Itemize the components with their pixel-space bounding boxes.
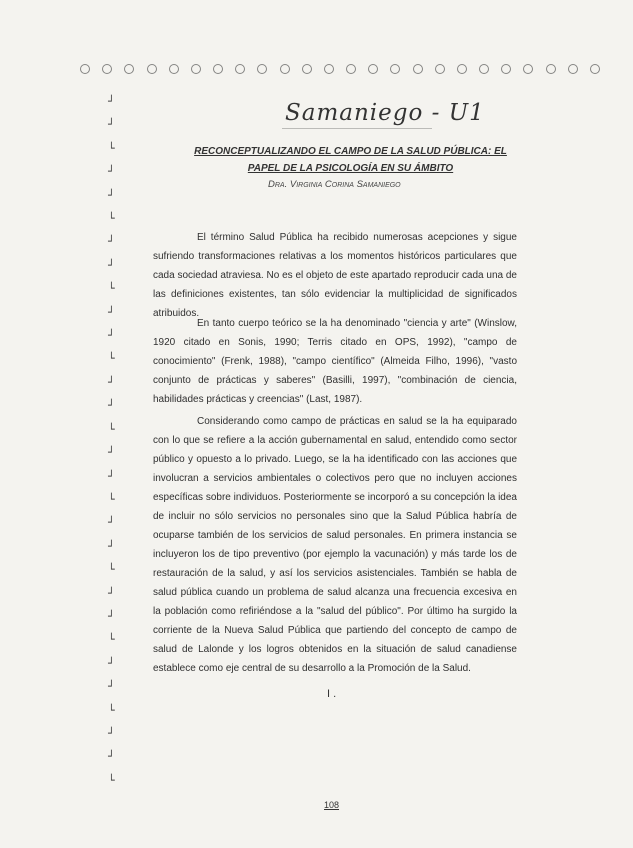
binding-mark: ┘: [108, 539, 115, 553]
handwritten-underline: [282, 128, 432, 129]
binding-mark: └: [108, 633, 115, 647]
hole-mark: [169, 64, 179, 74]
binding-mark: └: [108, 352, 115, 366]
hole-mark: [413, 64, 423, 74]
binding-mark: ┘: [108, 469, 115, 483]
binding-mark: ┘: [108, 305, 115, 319]
binding-mark: ┘: [108, 446, 115, 460]
binding-mark: ┘: [108, 750, 115, 764]
binding-mark: ┘: [108, 399, 115, 413]
binding-mark: ┘: [108, 609, 115, 623]
hole-mark: [457, 64, 467, 74]
hole-mark: [324, 64, 334, 74]
binding-mark: ┘: [108, 95, 115, 108]
binding-mark: ┘: [108, 188, 115, 202]
hole-mark: [368, 64, 378, 74]
hole-mark: [590, 64, 600, 74]
hole-mark: [191, 64, 201, 74]
paragraph-1: El término Salud Pública ha recibido numerosas acepciones y sigue sufriendo transformaciones relativas a los momentos históricos particulares que cada sociedad atraviesa. No es el objeto de este apartado reproducir cada una de las definiciones existentes, tan sólo evidenciar la multiplicidad de significados atribuidos.: [153, 232, 517, 319]
binding-mark: └: [108, 773, 115, 787]
hole-mark: [257, 64, 267, 74]
author-line: Dra. Virginia Corina Samaniego: [268, 179, 401, 190]
binding-mark: └: [108, 212, 115, 226]
binding-mark: ┘: [108, 235, 115, 249]
hole-mark: [523, 64, 533, 74]
binding-mark: ┘: [108, 586, 115, 600]
binding-mark: ┘: [108, 329, 115, 343]
hole-mark: [302, 64, 312, 74]
hole-mark: [80, 64, 90, 74]
binding-mark: ┘: [108, 726, 115, 740]
hole-mark: [568, 64, 578, 74]
document-title: RECONCEPTUALIZANDO EL CAMPO DE LA SALUD PÚBLICA: EL PAPEL DE LA PSICOLOGÍA EN SU ÁMBITO: [194, 146, 507, 174]
handwritten-note: Samaniego - U1: [285, 100, 485, 126]
binding-mark: ┘: [108, 118, 115, 132]
binding-mark: ┘: [108, 375, 115, 389]
hole-mark: [346, 64, 356, 74]
paragraph-2: En tanto cuerpo teórico se la ha denominado "ciencia y arte" (Winslow, 1920 citado en Sonis, 1990; Terris citado en OPS, 1992), "campo de conocimiento" (Frenk, 1988), "campo científico" (Almeida Filho, 1996), "vasto conjunto de prácticas y saberes" (Basilli, 1997), "combinación de ciencia, habilidades prácticas y creencias" (Last, 1987).: [153, 318, 517, 405]
hole-mark: [102, 64, 112, 74]
binding-mark: └: [108, 282, 115, 296]
hole-mark: [124, 64, 134, 74]
binding-mark: ┘: [108, 656, 115, 670]
hole-mark: [280, 64, 290, 74]
binding-mark: ┘: [108, 680, 115, 694]
binding-mark: ┘: [108, 516, 115, 530]
hole-mark: [479, 64, 489, 74]
binding-mark: └: [108, 422, 115, 436]
page-number: 108: [324, 800, 340, 810]
hole-mark: [546, 64, 556, 74]
hole-mark: [435, 64, 445, 74]
hole-mark: [235, 64, 245, 74]
paragraph-3: Considerando como campo de prácticas en salud se la ha equiparado con lo que se refiere a la acción gubernamental en salud, entendido como sector público y opuesto a lo privado. Luego, se la ha identificado con las acciones que involucran a servicios ambientales o colectivos pero que no incluyen acciones específicas sobre individuos. Posteriormente se incorporó a su concepción la idea de incluir no sólo servicios no personales sino que la Salud Pública habría de ocuparse también de los servicios de salud personales. En primera instancia se incluyeron los de tipo preventivo (por ejemplo la vacunación) y más tarde los de restauración de la salud, y así los servicios asistenciales. También se habla de salud pública cuando un problema de salud alcanza una frecuencia excesiva en la población como refiriéndose a la "salud del público". Por último ha surgido la corriente de la Nueva Salud Pública que partiendo del concepto de campo de salud de Lalonde y los logros obtenidos en la situación de salud canadiense establece como eje central de su desarrollo a la Promoción de la Salud.: [153, 416, 517, 674]
binding-mark: ┘: [108, 258, 115, 272]
hole-mark: [213, 64, 223, 74]
binding-mark: └: [108, 563, 115, 577]
punched-holes-row: [80, 64, 600, 76]
binding-mark: └: [108, 141, 115, 155]
binding-mark: └: [108, 492, 115, 506]
binding-mark: └: [108, 703, 115, 717]
stray-mark: I .: [327, 688, 337, 700]
hole-mark: [147, 64, 157, 74]
binding-mark: ┘: [108, 165, 115, 179]
hole-mark: [390, 64, 400, 74]
binding-marks: [108, 96, 138, 786]
hole-mark: [501, 64, 511, 74]
